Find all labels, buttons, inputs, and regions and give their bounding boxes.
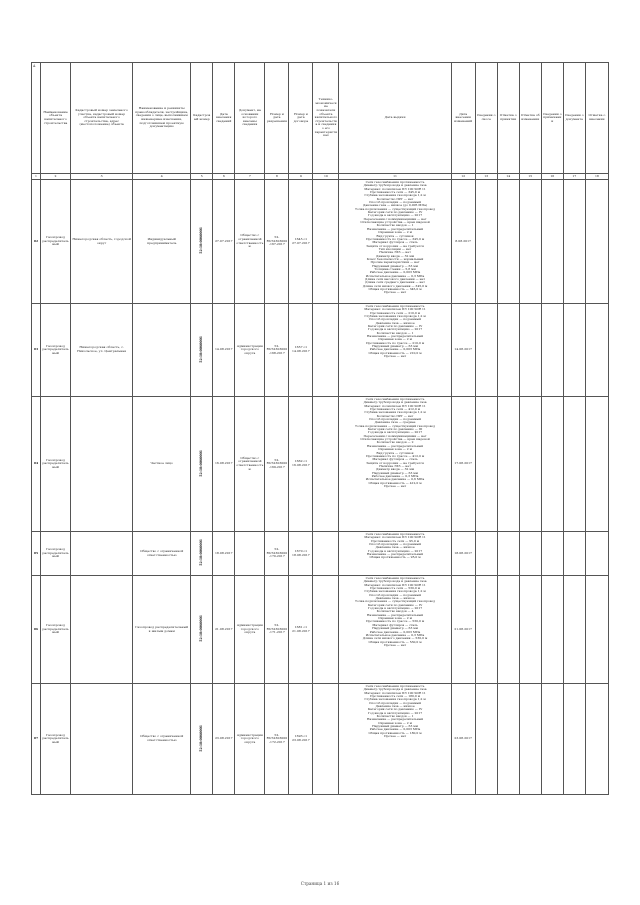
row-number: 84: [32, 397, 41, 532]
header-cell: Сведения о примечании: [541, 63, 563, 174]
tech-parameter-line: Вид грунта — суглинок: [376, 451, 414, 455]
issue-date: 14.08.2017: [451, 304, 475, 397]
tech-parameter-line: Год ввода в эксплуатацию — 2017: [367, 328, 423, 332]
tech-parameter-line: Отключающие устройства — кран шаровой: [360, 221, 430, 225]
tech-parameter-line: Назначение — распределительный: [366, 718, 424, 722]
entry-date: 23.08.2017: [213, 684, 235, 795]
tech-parameter-line: Толщина стенки — 5,8 мм: [374, 267, 416, 271]
owner-info: [133, 304, 191, 397]
empty-cell: [563, 532, 585, 576]
header-cell: Дата внесения изменений: [451, 63, 475, 174]
object-address: [71, 684, 133, 795]
empty-cell: [313, 180, 339, 304]
header-cell: Наименование и реквизиты правообладателя, застройщика, сведения о лице, выполнившем инженерные изыскания, подготовившем проектную документацию: [133, 63, 191, 174]
tech-parameter-line: Давление газа — низкое (до 0,005 МПа): [363, 204, 428, 208]
column-index-cell: 11: [339, 174, 451, 180]
tech-parameter-line: Категория сети по давлению — IV: [367, 211, 423, 215]
tech-parameter-line: Категория сети по давлению — IV: [367, 325, 423, 329]
entry-date: 18.08.2017: [213, 532, 235, 576]
table-row: [32, 684, 609, 795]
tech-parameter-line: Давление газа — низкое: [375, 705, 415, 709]
cadastral-cell: [191, 576, 213, 684]
tech-parameter-line: Рабочее давление — 0,003 МПа: [369, 348, 421, 352]
object-name: Газопровод распределительный: [41, 397, 71, 532]
empty-cell: [563, 180, 585, 304]
tech-parameter-line: Количество ПРГ — нет: [376, 414, 414, 418]
tech-parameter-line: Диаметр трубопровода и давление газа: [363, 401, 427, 405]
registry-page: [31, 62, 609, 873]
tech-parameter-line: Сети газоснабжения протяжённость: [365, 533, 425, 536]
row-number: 87: [32, 684, 41, 795]
tech-parameter-line: Испытательное давление — 0,3 МПа: [365, 274, 425, 278]
tech-parameter-line: Глубина заложения газопровода 1,2 м: [364, 194, 426, 198]
tech-parameter-line: Отключающие устройства — кран шаровой: [360, 438, 430, 442]
tech-parameter-line: Материал: полиэтилен ПЭ 100 SDR 11: [364, 308, 426, 312]
tech-parameter-line: Категория сети по давлению — IV: [367, 603, 423, 607]
tech-parameter-line: Протяжённость по трассе — 530,0 м: [365, 620, 425, 624]
header-cell: Технико-экономические показатели объекта капитального строительства и сведения о его характеристиках: [313, 63, 339, 174]
tech-parameter-line: Рабочее давление — 0,003 МПа: [369, 630, 421, 634]
tech-parameter-line: Сети газоснабжения протяжённость: [365, 181, 425, 184]
tech-parameter-line: Назначение — распределительный: [366, 227, 424, 231]
tech-parameter-line: Сети газоснабжения протяжённость: [365, 685, 425, 688]
issue-date: 18.08.2017: [451, 532, 475, 576]
tech-parameter-line: Защита от коррозии — не требуется: [366, 244, 424, 248]
issue-date: 23.08.2017: [451, 684, 475, 795]
column-index-cell: 6: [213, 174, 235, 180]
column-index-cell: 8: [265, 174, 289, 180]
tech-parameter-line: Давление газа — низкое: [375, 546, 415, 550]
column-index-cell: 5: [191, 174, 213, 180]
owner-info: Общество с ограниченной ответственностью: [133, 684, 191, 795]
tech-parameter-line: Диаметр ввода — 32 мм: [376, 254, 415, 258]
basis-document: Общество с ограниченной ответственностью: [235, 397, 265, 532]
tech-parameter-line: Назначение — распределительный: [366, 553, 424, 557]
tech-parameter-line: Способ прокладки — подземный: [369, 543, 422, 547]
tech-parameter-line: Прочее — нет: [383, 643, 407, 647]
tech-parameter-line: Диаметр ввода — 32 мм: [376, 468, 415, 472]
header-cell: Сведения о сносе: [475, 63, 497, 174]
tech-parameter-line: Год ввода в эксплуатацию — 2017: [367, 549, 423, 553]
column-index-cell: 12: [451, 174, 475, 180]
empty-cell: [313, 397, 339, 532]
tech-parameter-line: Рабочее давление — 0,3 МПа: [371, 474, 419, 478]
tech-parameter-line: Способ прокладки — подземный: [369, 201, 422, 205]
tech-parameter-line: Прочее — нет: [383, 484, 407, 488]
tech-parameter-line: Общая протяжённость — 530,0 м: [368, 640, 422, 644]
tech-parameter-line: Сети газоснабжения протяжённость: [365, 398, 425, 401]
row-number: 85: [32, 532, 41, 576]
tech-parameter-line: Длина сети высокого давления — нет: [365, 277, 426, 281]
permit-number: 52-RU52303000-171-2017: [265, 576, 289, 684]
cadastral-number: 52:18:0060001: [198, 449, 203, 477]
tech-parameter-line: Испытательное давление — 0,6 МПа: [365, 478, 425, 482]
tech-parameter-line: Год ввода в эксплуатацию — 2017: [367, 431, 423, 435]
empty-cell: [541, 576, 563, 684]
empty-cell: [475, 397, 497, 532]
empty-cell: [313, 684, 339, 795]
contract-number: 1645 от 27.07.2017: [289, 180, 313, 304]
column-index-cell: 13: [475, 174, 497, 180]
tech-parameter-line: Протяжённость сети — 412,0 м: [370, 408, 421, 412]
empty-cell: [585, 397, 608, 532]
empty-cell: [497, 304, 519, 397]
cadastral-cell: [191, 304, 213, 397]
tech-parameter-line: Диаметр трубопровода и давление газа: [363, 688, 427, 692]
tech-parameter-line: Протяжённость сети — 95,0 м: [370, 539, 420, 543]
empty-cell: [519, 304, 541, 397]
tech-parameter-line: Год ввода в эксплуатацию — 2017: [367, 607, 423, 611]
header-cell: Номер и дата договора: [289, 63, 313, 174]
empty-cell: [475, 684, 497, 795]
tech-parameter-line: Наличие ЭХЗ — нет: [379, 464, 411, 468]
issue-date: 21.08.2017: [451, 576, 475, 684]
table-row: [32, 304, 609, 397]
cadastral-cell: [191, 684, 213, 795]
tech-parameter-line: Материал: полиэтилен ПЭ 100 SDR 11: [364, 536, 426, 540]
page-footer: Страница 1 из 16: [300, 881, 340, 886]
empty-cell: [563, 397, 585, 532]
tech-parameter-line: Глубина заложения газопровода 1,2 м: [364, 698, 426, 702]
tech-parameter-line: Вид грунта — суглинок: [376, 234, 414, 238]
tech-parameter-line: Давление газа — низкое: [375, 321, 415, 325]
permit-number: 52-RU52303000-170-2017: [265, 532, 289, 576]
tech-parameter-line: Прочее — нет: [383, 355, 407, 359]
tech-parameter-line: Наружный диаметр — 63 мм: [372, 725, 418, 729]
tech-parameter-line: Длина сети среднего давления — нет: [365, 281, 425, 285]
basis-document: Администрация городского округа: [235, 684, 265, 795]
contract-number: 1693 от 23.08.2017: [289, 684, 313, 795]
tech-parameter-line: Точка подключения — существующий газопровод: [355, 600, 436, 604]
tech-parameter-line: Давление газа — среднее: [374, 421, 416, 425]
tech-parameters: [339, 180, 451, 304]
empty-cell: [541, 304, 563, 397]
table-row: [32, 397, 609, 532]
column-index-cell: 14: [497, 174, 519, 180]
tech-parameter-line: Глубина заложения газопровода 1,2 м: [364, 411, 426, 415]
cadastral-number: 52:18:0060001: [198, 539, 203, 567]
cadastral-number: 52:18:0060001: [198, 227, 203, 255]
tech-parameter-line: Материал футляров — сталь: [372, 623, 418, 627]
tech-parameter-line: Точка подключения — существующий газопровод: [355, 207, 436, 211]
empty-cell: [313, 532, 339, 576]
tech-parameter-line: Способ прокладки — подземный: [369, 318, 422, 322]
tech-parameter-line: Длина сети низкого давления — 345,0 м: [362, 284, 428, 288]
tech-parameter-line: Способ прокладки — подземный: [369, 593, 422, 597]
tech-parameter-line: Наружный диаметр — 63 мм: [372, 627, 418, 631]
tech-parameter-line: Количество вводов — 1: [376, 331, 414, 335]
tech-parameter-line: Протяжённость сети — 530,0 м: [370, 587, 421, 591]
empty-cell: [563, 684, 585, 795]
tech-parameter-line: Материал: полиэтилен ПЭ 100 SDR 11: [364, 691, 426, 695]
column-index-cell: 17: [563, 174, 585, 180]
tech-parameter-line: Год ввода в эксплуатацию — 2017: [367, 711, 423, 715]
row-number: 86: [32, 576, 41, 684]
empty-cell: [497, 532, 519, 576]
tech-parameter-line: Глубина заложения газопровода 1,2 м: [364, 590, 426, 594]
tech-parameter-line: Год ввода в эксплуатацию — 2017: [367, 214, 423, 218]
column-index-cell: 4: [133, 174, 191, 180]
registry-table: [31, 62, 609, 795]
empty-cell: [585, 532, 608, 576]
object-name: Газопровод распределительный: [41, 180, 71, 304]
tech-parameter-line: Протяжённость сети — 180,0 м: [370, 695, 421, 699]
tech-parameter-line: Прочие характеристики — нет: [370, 261, 420, 265]
column-index-cell: 18: [585, 174, 608, 180]
basis-document: Администрация городского округа: [235, 576, 265, 684]
tech-parameter-line: Протяжённость сети — 345,0 м: [370, 191, 421, 195]
table-row: [32, 532, 609, 576]
corner-mark: А: [33, 64, 36, 68]
header-cell: Дата выдачи: [339, 63, 451, 174]
permit-number: 52-RU52303000-167-2017: [265, 180, 289, 304]
tech-parameter-line: Назначение — распределительный: [366, 335, 424, 339]
empty-cell: [585, 180, 608, 304]
header-cell: [32, 63, 41, 174]
tech-parameter-line: Наружный диаметр — 63 мм: [372, 471, 418, 475]
tech-parameter-line: Материал: полиэтилен ПЭ 100 SDR 11: [364, 187, 426, 191]
object-address: [71, 397, 133, 532]
empty-cell: [475, 304, 497, 397]
empty-cell: [475, 576, 497, 684]
contract-number: 1662 от 16.08.2017: [289, 397, 313, 532]
object-address: Нижегородская область, городской округ: [71, 180, 133, 304]
tech-parameter-line: Способ прокладки — подземный: [369, 701, 422, 705]
tech-parameter-line: Диаметр трубопровода и давление газа: [363, 184, 427, 188]
empty-cell: [497, 576, 519, 684]
issue-date: 17.08.2017: [451, 397, 475, 532]
tech-parameter-line: Охранная зона — 2 м: [378, 231, 412, 235]
tech-parameters: [339, 532, 451, 576]
empty-cell: [475, 532, 497, 576]
empty-cell: [541, 397, 563, 532]
tech-parameters: [339, 397, 451, 532]
empty-cell: [563, 304, 585, 397]
empty-cell: [519, 576, 541, 684]
permit-number: 52-RU52303000-169-2017: [265, 397, 289, 532]
tech-parameter-line: Глубина заложения газопровода 1,2 м: [364, 315, 426, 319]
empty-cell: [585, 304, 608, 397]
empty-cell: [519, 532, 541, 576]
permit-number: 52-RU52303000-172-2017: [265, 684, 289, 795]
tech-parameter-line: Протяжённость по трассе — 412,0 м: [365, 454, 425, 458]
tech-parameter-line: Испытательное давление — 0,3 МПа: [365, 633, 425, 637]
tech-parameter-line: Охранная зона — 2 м: [378, 338, 412, 342]
tech-parameter-line: Общая протяжённость — 95,0 м: [369, 556, 421, 560]
tech-parameter-line: Назначение — распределительный: [366, 444, 424, 448]
tech-parameter-line: Категория сети по давлению — III: [367, 428, 423, 432]
tech-parameter-line: Класс безопасности — нормальный: [366, 257, 424, 261]
cadastral-number: 52:18:0060001: [198, 615, 203, 643]
tech-parameter-line: Общая протяжённость — 210,0 м: [368, 351, 422, 355]
basis-document: Администрация городского округа: [235, 304, 265, 397]
row-number: 83: [32, 304, 41, 397]
empty-cell: [313, 576, 339, 684]
column-index-cell: 7: [235, 174, 265, 180]
object-name: Газопровод распределительный: [41, 684, 71, 795]
header-cell: Дата внесения сведений: [213, 63, 235, 174]
empty-cell: [541, 684, 563, 795]
tech-parameter-line: Охранная зона — 2 м: [378, 721, 412, 725]
tech-parameters: [339, 576, 451, 684]
contract-number: 1657 от 14.08.2017: [289, 304, 313, 397]
cadastral-cell: [191, 397, 213, 532]
object-name: Газопровод распределительный: [41, 532, 71, 576]
basis-document: Общество с ограниченной ответственностью: [235, 180, 265, 304]
tech-parameter-line: Сети газоснабжения протяжённость: [365, 305, 425, 308]
tech-parameter-line: Пересечения с коммуникациями — нет: [363, 217, 427, 221]
object-address: Нижегородская область, с. Никольское, ул. Центральная: [71, 304, 133, 397]
header-cell: Отметка о внесении: [585, 63, 608, 174]
entry-date: 14.08.2017: [213, 304, 235, 397]
column-index-cell: 9: [289, 174, 313, 180]
tech-parameter-line: Точка подключения — существующий газопровод: [355, 424, 436, 428]
header-cell: Документ, на основании которого внесены сведения: [235, 63, 265, 174]
owner-info: Частное лицо: [133, 397, 191, 532]
tech-parameter-line: Наружный диаметр — 63 мм: [372, 264, 418, 268]
column-index-cell: 1: [32, 174, 41, 180]
tech-parameter-line: Количество вводов — 2: [376, 441, 414, 445]
tech-parameter-line: Количество ПРГ — нет: [376, 197, 414, 201]
tech-parameter-line: Протяжённость сети — 210,0 м: [370, 311, 421, 315]
entry-date: 16.08.2017: [213, 397, 235, 532]
header-cell: Наименование объекта капитального строительства: [41, 63, 71, 174]
contract-number: 1681 от 21.08.2017: [289, 576, 313, 684]
header-cell: Номер и дата разрешения: [265, 63, 289, 174]
tech-parameter-line: Тип изоляции — нет: [378, 247, 412, 251]
object-name: Газопровод распределительный: [41, 576, 71, 684]
tech-parameter-line: Рабочее давление — 0,003 МПа: [369, 728, 421, 732]
empty-cell: [497, 684, 519, 795]
tech-parameter-line: Рабочее давление — 0,003 МПа: [369, 271, 421, 275]
tech-parameter-line: Способ прокладки — подземный: [369, 418, 422, 422]
tech-parameter-line: Охранная зона — 2 м: [378, 448, 412, 452]
tech-parameter-line: Сети газоснабжения протяжённость: [365, 577, 425, 580]
empty-cell: [541, 532, 563, 576]
empty-cell: [497, 180, 519, 304]
object-name: Газопровод распределительный: [41, 304, 71, 397]
tech-parameters: [339, 684, 451, 795]
tech-parameter-line: Количество вводов — 1: [376, 224, 414, 228]
basis-document: [235, 532, 265, 576]
tech-parameter-line: Длина сети низкого давления — 530,0 м: [362, 637, 428, 641]
column-index-cell: 15: [519, 174, 541, 180]
cadastral-number: 52:18:0060001: [198, 724, 203, 752]
tech-parameter-line: Наружный диаметр — 63 мм: [372, 345, 418, 349]
column-index-cell: 3: [71, 174, 133, 180]
empty-cell: [497, 397, 519, 532]
object-address: [71, 576, 133, 684]
tech-parameter-line: Общая протяжённость — 412,0 м: [368, 481, 422, 485]
issue-date: 8.08.2017: [451, 180, 475, 304]
header-row: [32, 63, 609, 174]
owner-info: Индивидуальный предприниматель: [133, 180, 191, 304]
column-index-cell: 2: [41, 174, 71, 180]
tech-parameter-line: Наличие ЭХЗ — нет: [379, 251, 411, 255]
header-cell: Кадастровый номер земельного участка, кадастровый номер объекта капитального строительства, адрес (местоположение) объекта: [71, 63, 133, 174]
cadastral-cell: [191, 180, 213, 304]
empty-cell: [585, 684, 608, 795]
empty-cell: [475, 180, 497, 304]
tech-parameter-line: Защита от коррозии — не требуется: [366, 461, 424, 465]
header-cell: Сведения о документе: [563, 63, 585, 174]
header-cell: Кадастровый номер: [191, 63, 213, 174]
empty-cell: [519, 397, 541, 532]
tech-parameter-line: Протяжённость по трассе — 345,0 м: [365, 237, 425, 241]
tech-parameter-line: Назначение — распределительный: [366, 613, 424, 617]
empty-cell: [585, 576, 608, 684]
owner-info: Газопровод распределительный к жилым домам: [133, 576, 191, 684]
owner-info: Общество с ограниченной ответственностью: [133, 532, 191, 576]
tech-parameter-line: Материал: полиэтилен ПЭ 100 SDR 11: [364, 404, 426, 408]
tech-parameter-line: Охранная зона — 2 м: [378, 617, 412, 621]
cadastral-number: 52:18:0060001: [198, 335, 203, 363]
tech-parameter-line: Пересечения с коммуникациями — нет: [363, 434, 427, 438]
empty-cell: [519, 684, 541, 795]
column-index-cell: 16: [541, 174, 563, 180]
empty-cell: [541, 180, 563, 304]
contract-number: 1670 от 18.08.2017: [289, 532, 313, 576]
tech-parameter-line: Общая протяжённость — 345,0 м: [368, 288, 422, 291]
entry-date: 21.08.2017: [213, 576, 235, 684]
table-row: [32, 576, 609, 684]
tech-parameter-line: Количество вводов — 1: [376, 715, 414, 719]
empty-cell: [563, 576, 585, 684]
tech-parameter-line: Материал: полиэтилен ПЭ 100 SDR 11: [364, 583, 426, 587]
tech-parameter-line: Категория сети по давлению — IV: [367, 708, 423, 712]
tech-parameter-line: Количество вводов — 4: [376, 610, 414, 614]
tech-parameters: [339, 304, 451, 397]
permit-number: 52-RU52303000-168-2017: [265, 304, 289, 397]
tech-parameter-line: Давление газа — низкое: [375, 597, 415, 601]
tech-parameter-line: Общая протяжённость — 180,0 м: [368, 731, 422, 735]
empty-cell: [519, 180, 541, 304]
empty-cell: [313, 304, 339, 397]
cadastral-cell: [191, 532, 213, 576]
header-cell: Отметка об изменении: [519, 63, 541, 174]
table-row: [32, 180, 609, 304]
object-address: [71, 532, 133, 576]
tech-parameter-line: Прочее — нет: [383, 291, 407, 295]
row-number: 82: [32, 180, 41, 304]
tech-parameter-line: Материал футляров — сталь: [372, 458, 418, 462]
tech-parameter-line: Диаметр трубопровода и давление газа: [363, 580, 427, 584]
header-cell: Отметка о принятии: [497, 63, 519, 174]
entry-date: 27.07.2017: [213, 180, 235, 304]
tech-parameter-line: Протяжённость по трассе — 210,0 м: [365, 341, 425, 345]
tech-parameter-line: Материал футляров — сталь: [372, 241, 418, 245]
tech-parameter-line: Прочее — нет: [383, 735, 407, 739]
column-index-cell: 10: [313, 174, 339, 180]
